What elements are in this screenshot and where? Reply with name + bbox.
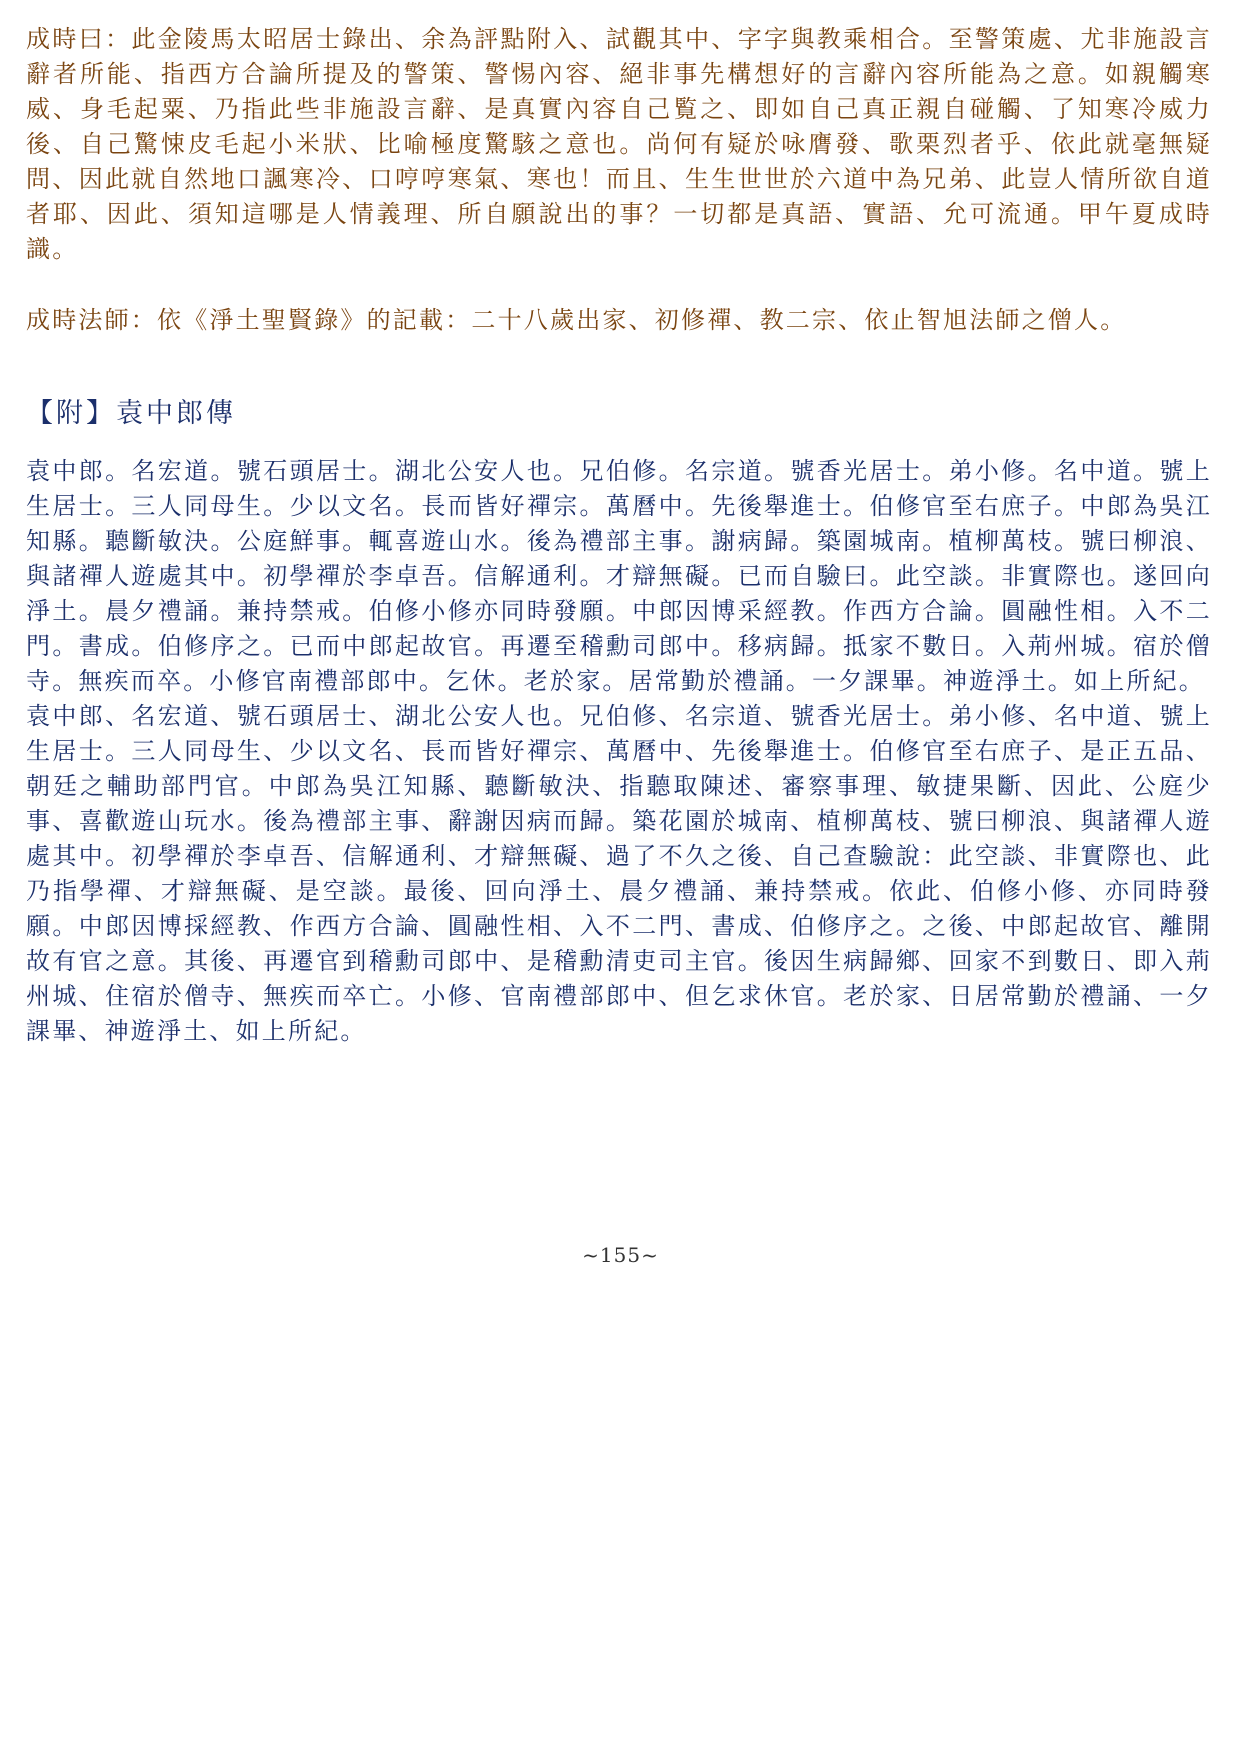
appendix-title: 袁中郎傳 <box>116 398 236 429</box>
biography-original-paragraph: 袁中郎。名宏道。號石頭居士。湖北公安人也。兄伯修。名宗道。號香光居士。弟小修。名中道。號上生居士。三人同母生。少以文名。長而皆好禪宗。萬曆中。先後舉進士。伯修官至右庶子。中郎為吳江知縣。聽斷敏決。公庭鮮事。輒喜遊山水。後為禮部主事。謝病歸。築園城南。植柳萬枝。號曰柳浪、與諸禪人遊處其中。初學禪於李卓吾。信解通利。才辯無礙。已而自驗曰。此空談。非實際也。遂回向淨土。晨夕禮誦。兼持禁戒。伯修小修亦同時發願。中郎因博采經教。作西方合論。圓融性相。入不二門。書成。伯修序之。已而中郎起故官。再遷至稽勳司郎中。移病歸。抵家不數日。入荊州城。宿於僧寺。無疾而卒。小修官南禮部郎中。乞休。老於家。居常勤於禮誦。一夕課畢。神遊淨土。如上所紀。 <box>26 457 1212 695</box>
appendix-bracket-open: 【 <box>26 398 56 429</box>
monk-note-paragraph: 成時法師：依《淨土聖賢錄》的記載：二十八歲出家、初修禪、教二宗、依止智旭法師之僧人。 <box>26 306 1127 334</box>
appendix-heading <box>26 396 1212 432</box>
document-page <box>26 22 1212 1049</box>
commentary-paragraph: 成時曰：此金陵馬太昭居士錄出、余為評點附入、試觀其中、字字與教乘相合。至警策處、尤非施設言辭者所能、指西方合論所提及的警策、警惕內容、絕非事先構想好的言辭內容所能為之意。如親觸寒威、身毛起粟、乃指此些非施設言辭、是真實內容自己覧之、即如自己真正親自碰觸、了知寒冷威力後、自己驚悚皮毛起小米狀、比喻極度驚駭之意也。尚何有疑於咏膺發、歌栗烈者乎、依此就毫無疑問、因此就自然地口諷寒冷、口哼哼寒氣、寒也！而且、生生世世於六道中為兄弟、此豈人情所欲自道者耶、因此、須知這哪是人情義理、所自願說出的事？一切都是真語、實語、允可流通。甲午夏成時識。 <box>26 25 1212 263</box>
biography-translation-paragraph: 袁中郎、名宏道、號石頭居士、湖北公安人也。兄伯修、名宗道、號香光居士。弟小修、名中道、號上生居士。三人同母生、少以文名、長而皆好禪宗、萬曆中、先後舉進士。伯修官至右庶子、是正五品、朝廷之輔助部門官。中郎為吳江知縣、聽斷敏決、指聽取陳述、審察事理、敏捷果斷、因此、公庭少事、喜歡遊山玩水。後為禮部主事、辭謝因病而歸。築花園於城南、植柳萬枝、號曰柳浪、與諸禪人遊處其中。初學禪於李卓吾、信解通利、才辯無礙、過了不久之後、自己查驗說：此空談、非實際也、此乃指學禪、才辯無礙、是空談。最後、回向淨土、晨夕禮誦、兼持禁戒。依此、伯修小修、亦同時發願。中郎因博採經教、作西方合論、圓融性相、入不二門、書成、伯修序之。之後、中郎起故官、離開故有官之意。其後、再遷官到稽勳司郎中、是稽勳清吏司主官。後因生病歸鄉、回家不到數日、即入荊州城、住宿於僧寺、無疾而卒亡。小修、官南禮部郎中、但乞求休官。老於家、日居常勤於禮誦、一夕課畢、神遊淨土、如上所紀。 <box>26 702 1212 1045</box>
appendix-label: 附 <box>56 398 86 429</box>
appendix-bracket-close: 】 <box>86 398 116 429</box>
page-number: ~155~ <box>582 1243 659 1267</box>
